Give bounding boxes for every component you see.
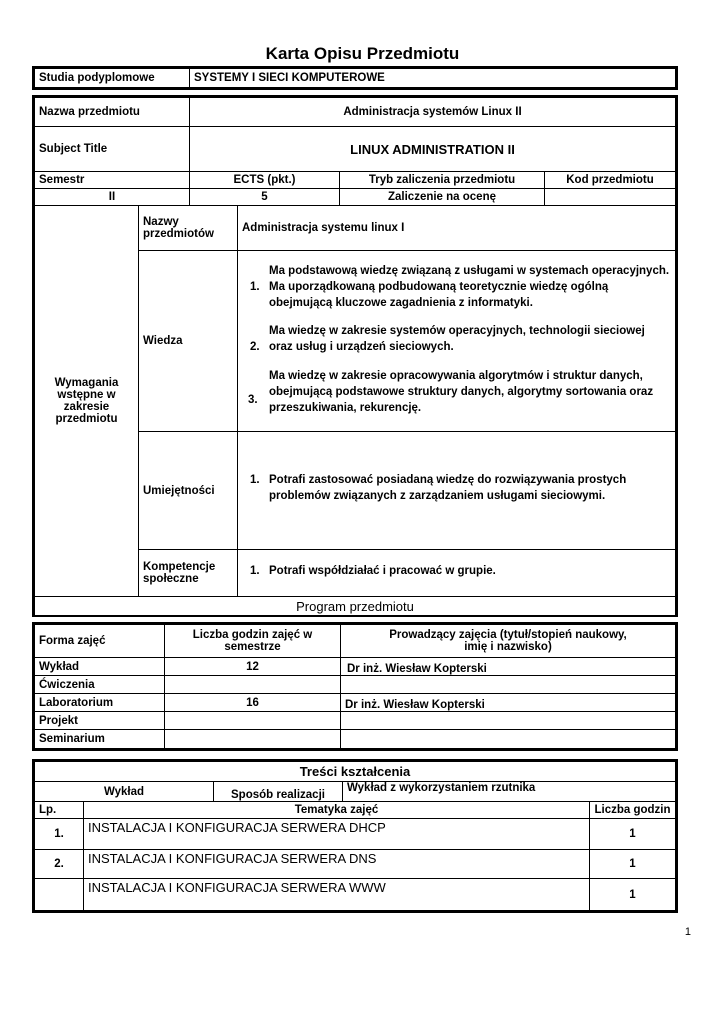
program-row-form: Ćwiczenia <box>34 675 165 694</box>
subject-title-value: LINUX ADMINISTRATION II <box>189 126 676 172</box>
content-row-lp: 1. <box>34 818 84 850</box>
item-text: Potrafi współdziałać i pracować w grupie. <box>269 565 496 577</box>
studies-value: SYSTEMY I SIECI KOMPUTEROWE <box>189 68 676 88</box>
item-text: Potrafi zastosować posiadaną wiedzę do rozwiązywania prostych problemów związanych z zarządzaniem usługami sieciowymi. <box>269 474 627 502</box>
program-row-hours: 16 <box>164 693 341 712</box>
item-text: Ma wiedzę w zakresie systemów operacyjnych, technologii sieciowej oraz usług i urządzeń sieciowych. <box>269 325 645 353</box>
skills-item <box>250 472 670 506</box>
studies-label: Studia podyplomowe <box>34 68 190 88</box>
item-number: 1. <box>250 281 260 293</box>
content-row-hours: 1 <box>589 849 676 879</box>
names-value: Administracja systemu linux I <box>237 205 676 251</box>
skills-label: Umiejętności <box>138 431 238 550</box>
social-label: Kompetencje społeczne <box>138 549 238 597</box>
program-row-teacher <box>340 675 676 694</box>
program-row-teacher: Dr inż. Wiesław Kopterski <box>340 657 676 676</box>
content-row-lp: 2. <box>34 849 84 879</box>
hours-header: Liczba godzin zajęć w semestrze <box>164 624 341 658</box>
lp-header: Lp. <box>34 801 84 819</box>
semester-header: Semestr <box>34 171 190 189</box>
content-row-lp <box>34 878 84 911</box>
program-row-teacher <box>340 711 676 730</box>
program-row-hours <box>164 711 341 730</box>
method-value: Wykład z wykorzystaniem rzutnika <box>342 781 676 802</box>
ects-header: ECTS (pkt.) <box>189 171 340 189</box>
topic-header: Tematyka zajęć <box>83 801 590 819</box>
program-row-form: Wykład <box>34 657 165 676</box>
knowledge-item <box>250 323 670 357</box>
program-row-teacher: Dr inż. Wiesław Kopterski <box>340 693 676 712</box>
content-row-topic: INSTALACJA I KONFIGURACJA SERWERA DNS <box>83 849 590 879</box>
program-title: Program przedmiotu <box>34 596 676 615</box>
program-row-form: Seminarium <box>34 729 165 749</box>
form-header: Forma zajęć <box>34 624 165 658</box>
page-number: 1 <box>684 926 691 938</box>
social-item <box>250 563 670 581</box>
requirements-label: Wymagania wstępne w zakresie przedmiotu <box>34 205 139 597</box>
method-label: Sposób realizacji <box>213 781 343 802</box>
names-label: Nazwy przedmiotów <box>138 205 238 251</box>
program-row-teacher <box>340 729 676 749</box>
mode-value: Zaliczenie na ocenę <box>339 188 545 206</box>
course-name-value: Administracja systemów Linux II <box>189 97 676 127</box>
lecture-label: Wykład <box>34 781 214 802</box>
program-row-hours <box>164 675 341 694</box>
content-title: Treści kształcenia <box>34 761 676 782</box>
program-row-form: Projekt <box>34 711 165 730</box>
subject-title-label: Subject Title <box>34 126 190 172</box>
hours-count-header: Liczba godzin <box>589 801 676 819</box>
code-value <box>544 188 676 206</box>
content-row-topic: INSTALACJA I KONFIGURACJA SERWERA DHCP <box>83 818 590 850</box>
content-row-topic: INSTALACJA I KONFIGURACJA SERWERA WWW <box>83 878 590 911</box>
program-row-hours: 12 <box>164 657 341 676</box>
item-number: 1. <box>250 474 260 486</box>
code-header: Kod przedmiotu <box>544 171 676 189</box>
course-name-label: Nazwa przedmiotu <box>34 97 190 127</box>
knowledge-item <box>250 263 670 313</box>
item-text: Ma podstawową wiedzę związaną z usługami w systemach operacyjnych. Ma uporządkowaną podbudowaną teoretycznie wiedzę ogólną obejmującą kluczowe zagadnienia z informatyki. <box>269 265 670 309</box>
item-text: Ma wiedzę w zakresie opracowywania algorytmów i struktur danych, obejmującą podstawowe struktury danych, algorytmy sortowania oraz przeszukiwania, rekurencję. <box>269 370 654 414</box>
item-number: 3. <box>248 394 258 406</box>
content-row-hours: 1 <box>589 878 676 911</box>
knowledge-label: Wiedza <box>138 250 238 432</box>
mode-header: Tryb zaliczenia przedmiotu <box>339 171 545 189</box>
program-row-form: Laboratorium <box>34 693 165 712</box>
program-row-hours <box>164 729 341 749</box>
semester-value: II <box>34 188 190 206</box>
teacher-header: Prowadzący zajęcia (tytuł/stopień naukowy, imię i nazwisko) <box>340 624 676 658</box>
item-number: 2. <box>250 341 260 353</box>
page-title: Karta Opisu Przedmiotu <box>265 44 460 63</box>
content-row-hours: 1 <box>589 818 676 850</box>
item-number: 1. <box>250 565 260 577</box>
knowledge-item <box>248 368 670 418</box>
ects-value: 5 <box>189 188 340 206</box>
